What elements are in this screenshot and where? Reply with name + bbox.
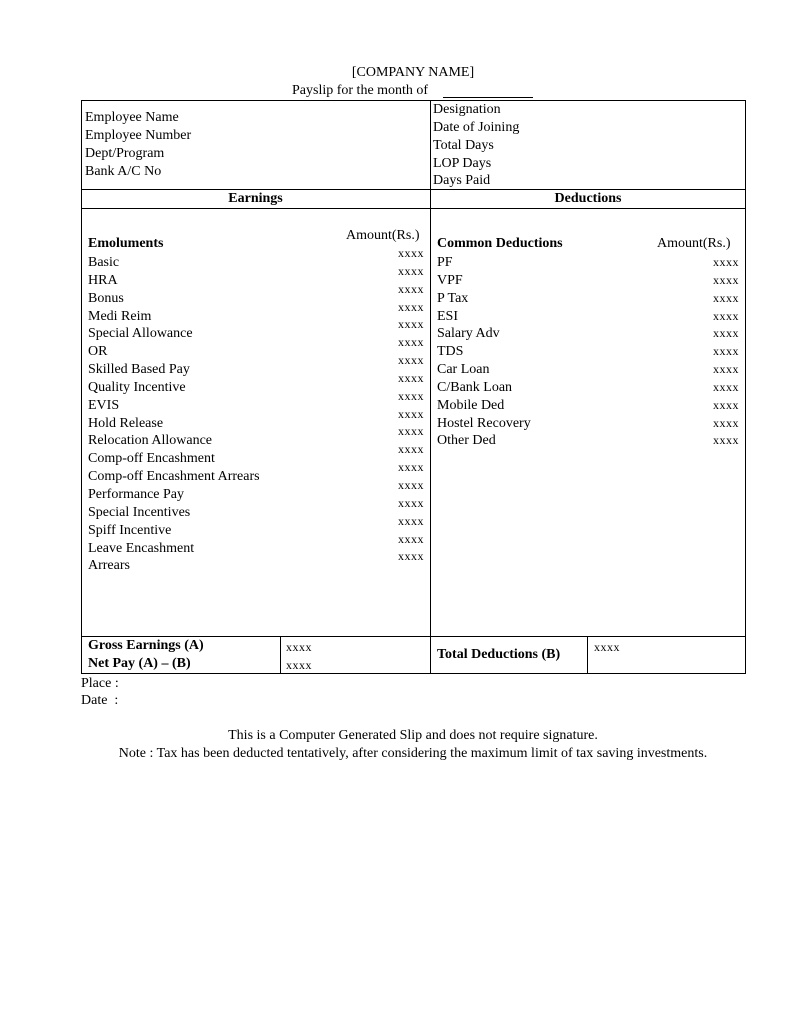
earning-amount: xxxx — [398, 531, 424, 546]
deduction-item: Car Loan — [437, 362, 490, 378]
computer-generated-note: This is a Computer Generated Slip and does not require signature. — [228, 728, 598, 743]
earning-amount: xxxx — [398, 281, 424, 296]
deduction-item: VPF — [437, 272, 463, 288]
deduction-amount: xxxx — [713, 255, 739, 269]
gross-earnings-label: Gross Earnings (A) — [88, 638, 204, 653]
earning-item: Comp-off Encashment Arrears — [88, 469, 260, 485]
earning-amount: xxxx — [398, 246, 424, 260]
earning-item: Leave Encashment — [88, 540, 195, 556]
earning-amount: xxxx — [398, 477, 424, 492]
deduction-item: TDS — [437, 344, 464, 360]
earning-amount: xxxx — [398, 299, 424, 314]
earning-amount: xxxx — [398, 317, 424, 332]
date-label: Date : — [81, 693, 119, 708]
deduction-amount: xxxx — [713, 433, 739, 448]
earning-amount: xxxx — [398, 353, 424, 368]
earning-item: HRA — [88, 272, 118, 288]
earning-amount: xxxx — [398, 263, 424, 278]
deduction-item: ESI — [437, 308, 458, 324]
bank-account-label: Bank A/C No — [85, 163, 162, 179]
earning-amount: xxxx — [398, 442, 424, 457]
gross-earnings-value: xxxx — [286, 640, 312, 654]
earning-amount: xxxx — [398, 460, 424, 475]
earning-item: Performance Pay — [88, 486, 185, 502]
earnings-amount-header: Amount(Rs.) — [346, 228, 420, 243]
earning-amount: xxxx — [398, 370, 424, 385]
earnings-header: Earnings — [228, 191, 283, 206]
earning-amount: xxxx — [398, 335, 424, 350]
earning-item: OR — [88, 344, 108, 360]
common-deductions-heading: Common Deductions — [437, 236, 563, 251]
deduction-item: Salary Adv — [437, 326, 500, 342]
month-blank-line — [443, 97, 533, 98]
section-header-bottom — [81, 208, 746, 209]
date-of-joining-label: Date of Joining — [433, 119, 520, 135]
earning-item: Quality Incentive — [88, 379, 186, 395]
deduction-amount: xxxx — [713, 290, 739, 305]
earning-item: Comp-off Encashment — [88, 451, 215, 467]
totals-top-border — [81, 636, 746, 637]
earning-amount: xxxx — [398, 424, 424, 439]
employee-number-label: Employee Number — [85, 127, 192, 143]
deductions-list — [437, 254, 531, 450]
earning-item: Bonus — [88, 290, 124, 306]
dept-program-label: Dept/Program — [85, 145, 165, 161]
earning-item: EVIS — [88, 397, 120, 413]
earnings-amounts — [340, 245, 424, 566]
earning-amount: xxxx — [398, 406, 424, 421]
deduction-item: Hostel Recovery — [437, 415, 531, 431]
earning-item: Special Allowance — [88, 326, 193, 342]
deductions-amounts — [655, 254, 739, 450]
total-days-label: Total Days — [433, 137, 494, 153]
center-divider — [430, 100, 431, 674]
deduction-amount: xxxx — [713, 344, 739, 359]
deductions-amount-header: Amount(Rs.) — [657, 236, 731, 251]
earning-item: Arrears — [88, 558, 130, 574]
deduction-amount: xxxx — [713, 326, 739, 341]
deduction-amount: xxxx — [713, 308, 739, 323]
earning-item: Medi Reim — [88, 308, 152, 324]
deduction-amount: xxxx — [713, 379, 739, 394]
earning-item: Special Incentives — [88, 504, 191, 520]
gross-divider — [280, 636, 281, 674]
days-paid-label: Days Paid — [433, 173, 491, 189]
earning-amount: xxxx — [398, 388, 424, 403]
lop-days-label: LOP Days — [433, 155, 492, 171]
earning-item: Spiff Incentive — [88, 522, 172, 538]
deduction-amount: xxxx — [713, 272, 739, 287]
deduction-item: Mobile Ded — [437, 397, 505, 413]
employee-info-left — [85, 109, 191, 180]
place-label: Place : — [81, 676, 119, 691]
total-deductions-label: Total Deductions (B) — [437, 647, 561, 662]
deduction-item: Other Ded — [437, 433, 496, 449]
deduction-amount: xxxx — [713, 415, 739, 430]
earning-amount: xxxx — [398, 549, 424, 564]
earning-amount: xxxx — [398, 513, 424, 528]
deduction-amount: xxxx — [713, 362, 739, 377]
emoluments-heading: Emoluments — [88, 236, 164, 251]
tax-note: Note : Tax has been deducted tentatively, after considering the maximum limit of tax saving investments. — [118, 746, 708, 761]
deduction-item: C/Bank Loan — [437, 379, 513, 395]
payslip-subtitle: Payslip for the month of — [292, 83, 429, 98]
employee-info-right — [433, 101, 519, 190]
earning-amount: xxxx — [398, 495, 424, 510]
earning-item: Relocation Allowance — [88, 433, 213, 449]
company-name: [COMPANY NAME] — [351, 65, 475, 80]
earning-item: Basic — [88, 255, 120, 270]
deduction-total-divider — [587, 636, 588, 674]
deduction-item: P Tax — [437, 290, 469, 306]
deduction-item: PF — [437, 255, 453, 270]
earning-item: Skilled Based Pay — [88, 362, 190, 378]
total-deductions-value: xxxx — [594, 640, 620, 654]
deduction-amount: xxxx — [713, 397, 739, 412]
earnings-list — [88, 254, 260, 575]
net-pay-value: xxxx — [286, 658, 312, 672]
deductions-header: Deductions — [554, 191, 622, 206]
earning-item: Hold Release — [88, 415, 164, 431]
employee-name-label: Employee Name — [85, 110, 179, 125]
net-pay-label: Net Pay (A) – (B) — [88, 656, 191, 671]
designation-label: Designation — [433, 102, 501, 117]
